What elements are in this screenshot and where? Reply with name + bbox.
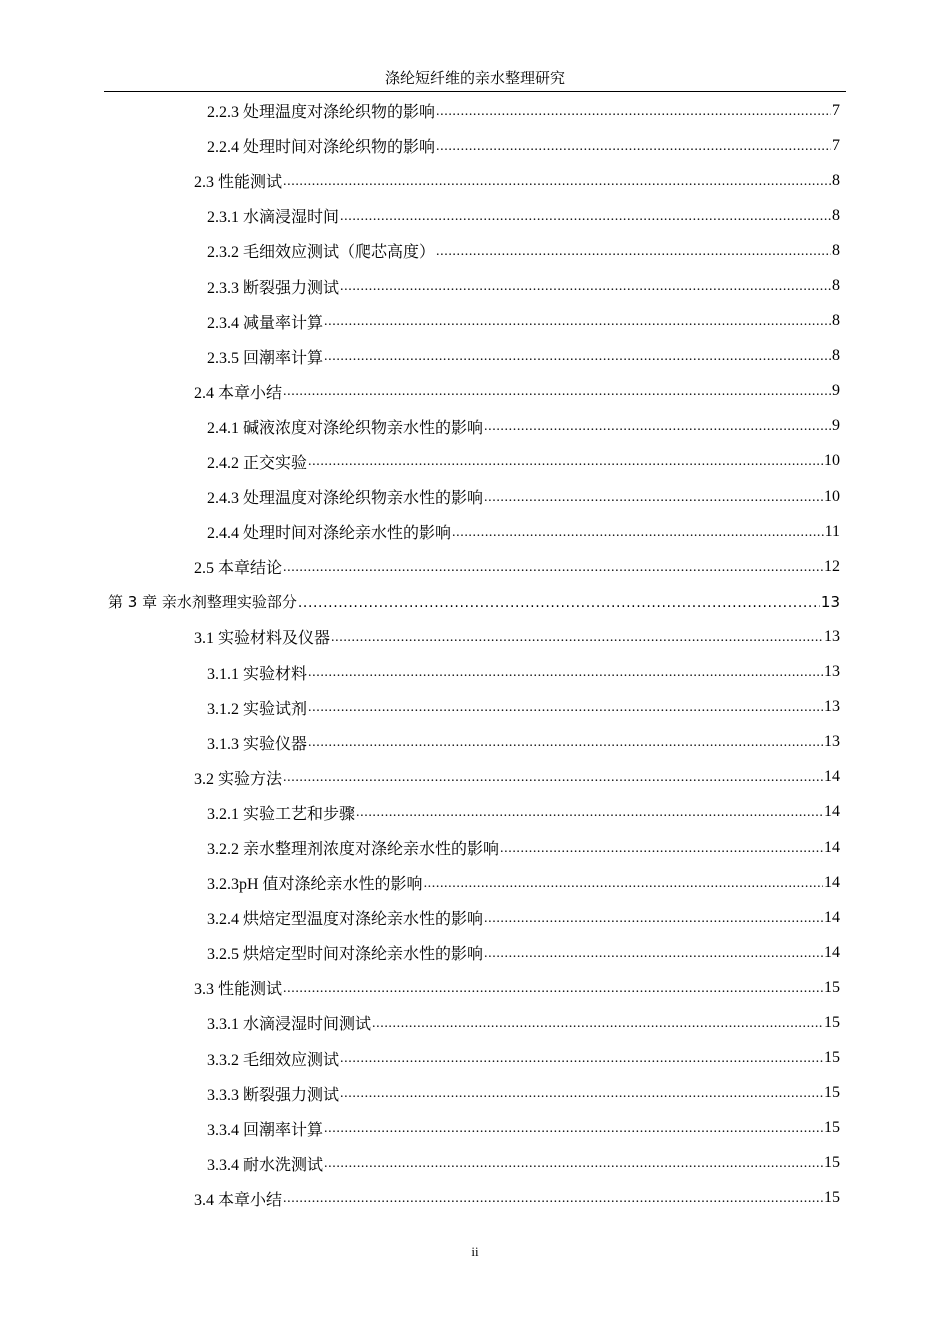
toc-entry[interactable] xyxy=(0,1181,950,1216)
toc-entry-title: 3.3.4 耐水洗测试 xyxy=(207,1156,324,1174)
toc-entry[interactable] xyxy=(0,655,950,690)
toc-entry-title: 2.3.1 水滴浸湿时间 xyxy=(207,209,340,227)
dot-leader xyxy=(283,560,823,576)
toc-entry-title: 3.2.1 实验工艺和步骤 xyxy=(207,805,356,823)
toc-entry-title: 3.1 实验材料及仪器 xyxy=(194,630,331,648)
toc-entry-page: 14 xyxy=(824,768,840,786)
dot-leader xyxy=(283,384,831,400)
toc-entry-title: 3.2.5 烘焙定型时间对涤纶亲水性的影响 xyxy=(207,946,484,964)
toc-entry[interactable] xyxy=(0,830,950,865)
dot-leader xyxy=(484,911,823,927)
toc-entry-page: 9 xyxy=(832,417,840,435)
dot-leader xyxy=(484,946,823,962)
dot-leader xyxy=(340,279,831,295)
toc-entry-page: 14 xyxy=(824,873,840,891)
toc-entry[interactable] xyxy=(0,514,950,549)
toc-entry-title: 3.3.4 回潮率计算 xyxy=(207,1121,324,1139)
toc-entry-page: 13 xyxy=(824,627,840,645)
toc-entry[interactable] xyxy=(0,970,950,1005)
toc-entry-title: 3.2.2 亲水整理剂浓度对涤纶亲水性的影响 xyxy=(207,841,500,859)
toc-entry-title: 2.3 性能测试 xyxy=(194,174,283,192)
toc-entry-page: 8 xyxy=(832,171,840,189)
dot-leader xyxy=(484,419,831,435)
dot-leader xyxy=(324,314,831,330)
table-of-contents xyxy=(0,93,950,1216)
toc-entry-page: 13 xyxy=(824,733,840,751)
dot-leader xyxy=(283,770,823,786)
toc-entry-title: 3.2.4 烘焙定型温度对涤纶亲水性的影响 xyxy=(207,911,484,929)
toc-entry-title: 2.4.3 处理温度对涤纶织物亲水性的影响 xyxy=(207,490,484,508)
dot-leader xyxy=(340,209,831,225)
toc-entry-title: 3.3 性能测试 xyxy=(194,981,283,999)
toc-entry[interactable] xyxy=(0,1111,950,1146)
toc-entry-title: 3.1.3 实验仪器 xyxy=(207,735,308,753)
toc-entry[interactable] xyxy=(0,479,950,514)
toc-entry-title: 3.3.3 断裂强力测试 xyxy=(207,1086,340,1104)
dot-leader xyxy=(324,1121,823,1137)
dot-leader xyxy=(340,1086,823,1102)
toc-entry[interactable] xyxy=(0,900,950,935)
dot-leader xyxy=(298,595,820,611)
toc-entry[interactable] xyxy=(0,233,950,268)
toc-entry-page: 15 xyxy=(824,1189,840,1207)
toc-entry-page: 13 xyxy=(824,663,840,681)
toc-entry-page: 15 xyxy=(824,1154,840,1172)
toc-entry[interactable] xyxy=(0,865,950,900)
toc-entry[interactable] xyxy=(0,304,950,339)
dot-leader xyxy=(308,700,823,716)
dot-leader xyxy=(436,244,831,260)
toc-entry[interactable] xyxy=(0,549,950,584)
toc-entry[interactable] xyxy=(0,795,950,830)
toc-entry-title: 3.1.1 实验材料 xyxy=(207,665,308,683)
toc-entry-title: 2.2.3 处理温度对涤纶织物的影响 xyxy=(207,104,436,122)
header-rule xyxy=(104,91,846,92)
toc-entry[interactable] xyxy=(0,1146,950,1181)
toc-entry-page: 11 xyxy=(824,522,840,540)
running-header: 涤纶短纤维的亲水整理研究 xyxy=(384,71,565,87)
toc-entry-title: 2.4 本章小结 xyxy=(194,384,283,402)
dot-leader xyxy=(356,805,823,821)
toc-entry[interactable] xyxy=(0,339,950,374)
toc-entry-page: 14 xyxy=(824,838,840,856)
dot-leader xyxy=(484,490,823,506)
dot-leader xyxy=(436,104,831,120)
dot-leader xyxy=(436,139,831,155)
toc-entry-title: 3.4 本章小结 xyxy=(194,1191,283,1209)
toc-entry-title: 2.3.4 减量率计算 xyxy=(207,314,324,332)
toc-entry[interactable] xyxy=(0,619,950,654)
toc-entry-page: 9 xyxy=(832,382,840,400)
toc-entry-page: 13 xyxy=(824,698,840,716)
toc-entry[interactable] xyxy=(0,584,950,619)
toc-entry-page: 7 xyxy=(832,136,840,154)
toc-entry-page: 15 xyxy=(824,1013,840,1031)
toc-entry-title: 2.3.2 毛细效应测试（爬芯高度） xyxy=(207,244,436,262)
toc-entry[interactable] xyxy=(0,725,950,760)
toc-entry-title: 3.2 实验方法 xyxy=(194,770,283,788)
toc-entry-title: 第 3 章 亲水剂整理实验部分 xyxy=(108,593,297,612)
toc-entry-page: 15 xyxy=(824,978,840,996)
toc-entry-title: 3.3.2 毛细效应测试 xyxy=(207,1051,340,1069)
toc-entry-title: 3.3.1 水滴浸湿时间测试 xyxy=(207,1016,372,1034)
toc-entry-title: 2.4.1 碱液浓度对涤纶织物亲水性的影响 xyxy=(207,419,484,437)
toc-entry[interactable] xyxy=(0,1076,950,1111)
toc-entry-page: 8 xyxy=(832,206,840,224)
toc-entry-page: 15 xyxy=(824,1084,840,1102)
toc-entry[interactable] xyxy=(0,93,950,128)
toc-entry-title: 3.2.3pH 值对涤纶亲水性的影响 xyxy=(207,876,423,894)
toc-entry-title: 2.3.3 断裂强力测试 xyxy=(207,279,340,297)
dot-leader xyxy=(324,1156,823,1172)
dot-leader xyxy=(500,841,823,857)
page-number: ii xyxy=(471,1244,479,1259)
dot-leader xyxy=(308,665,823,681)
dot-leader xyxy=(283,1191,823,1207)
toc-entry[interactable] xyxy=(0,760,950,795)
dot-leader xyxy=(340,1051,823,1067)
dot-leader xyxy=(283,981,823,997)
toc-entry[interactable] xyxy=(0,444,950,479)
toc-entry-page: 15 xyxy=(824,1049,840,1067)
toc-entry-page: 15 xyxy=(824,1119,840,1137)
toc-entry-page: 7 xyxy=(832,101,840,119)
toc-entry-title: 2.5 本章结论 xyxy=(194,560,283,578)
toc-entry-title: 2.4.2 正交实验 xyxy=(207,454,308,472)
dot-leader xyxy=(308,735,823,751)
toc-entry-page: 13 xyxy=(820,592,840,611)
toc-entry[interactable] xyxy=(0,374,950,409)
dot-leader xyxy=(324,349,831,365)
dot-leader xyxy=(424,876,823,892)
toc-entry-page: 14 xyxy=(824,803,840,821)
toc-entry-page: 14 xyxy=(824,908,840,926)
toc-entry-title: 2.4.4 处理时间对涤纶亲水性的影响 xyxy=(207,525,452,543)
toc-entry-page: 8 xyxy=(832,312,840,330)
toc-entry[interactable] xyxy=(0,1005,950,1040)
dot-leader xyxy=(372,1016,823,1032)
dot-leader xyxy=(452,525,824,541)
dot-leader xyxy=(283,174,831,190)
toc-entry[interactable] xyxy=(0,268,950,303)
toc-entry[interactable] xyxy=(0,935,950,970)
toc-entry-page: 8 xyxy=(832,277,840,295)
toc-entry-page: 8 xyxy=(832,241,840,259)
toc-entry-page: 14 xyxy=(824,943,840,961)
toc-entry-page: 12 xyxy=(824,557,840,575)
toc-entry-page: 8 xyxy=(832,347,840,365)
toc-entry-page: 10 xyxy=(824,487,840,505)
toc-entry-title: 2.2.4 处理时间对涤纶织物的影响 xyxy=(207,139,436,157)
toc-entry[interactable] xyxy=(0,198,950,233)
toc-entry[interactable] xyxy=(0,690,950,725)
dot-leader xyxy=(331,630,823,646)
toc-entry-title: 3.1.2 实验试剂 xyxy=(207,700,308,718)
toc-entry-title: 2.3.5 回潮率计算 xyxy=(207,349,324,367)
toc-entry-page: 10 xyxy=(824,452,840,470)
toc-entry[interactable] xyxy=(0,163,950,198)
toc-entry[interactable] xyxy=(0,409,950,444)
dot-leader xyxy=(308,454,823,470)
toc-entry[interactable] xyxy=(0,128,950,163)
toc-entry[interactable] xyxy=(0,1041,950,1076)
